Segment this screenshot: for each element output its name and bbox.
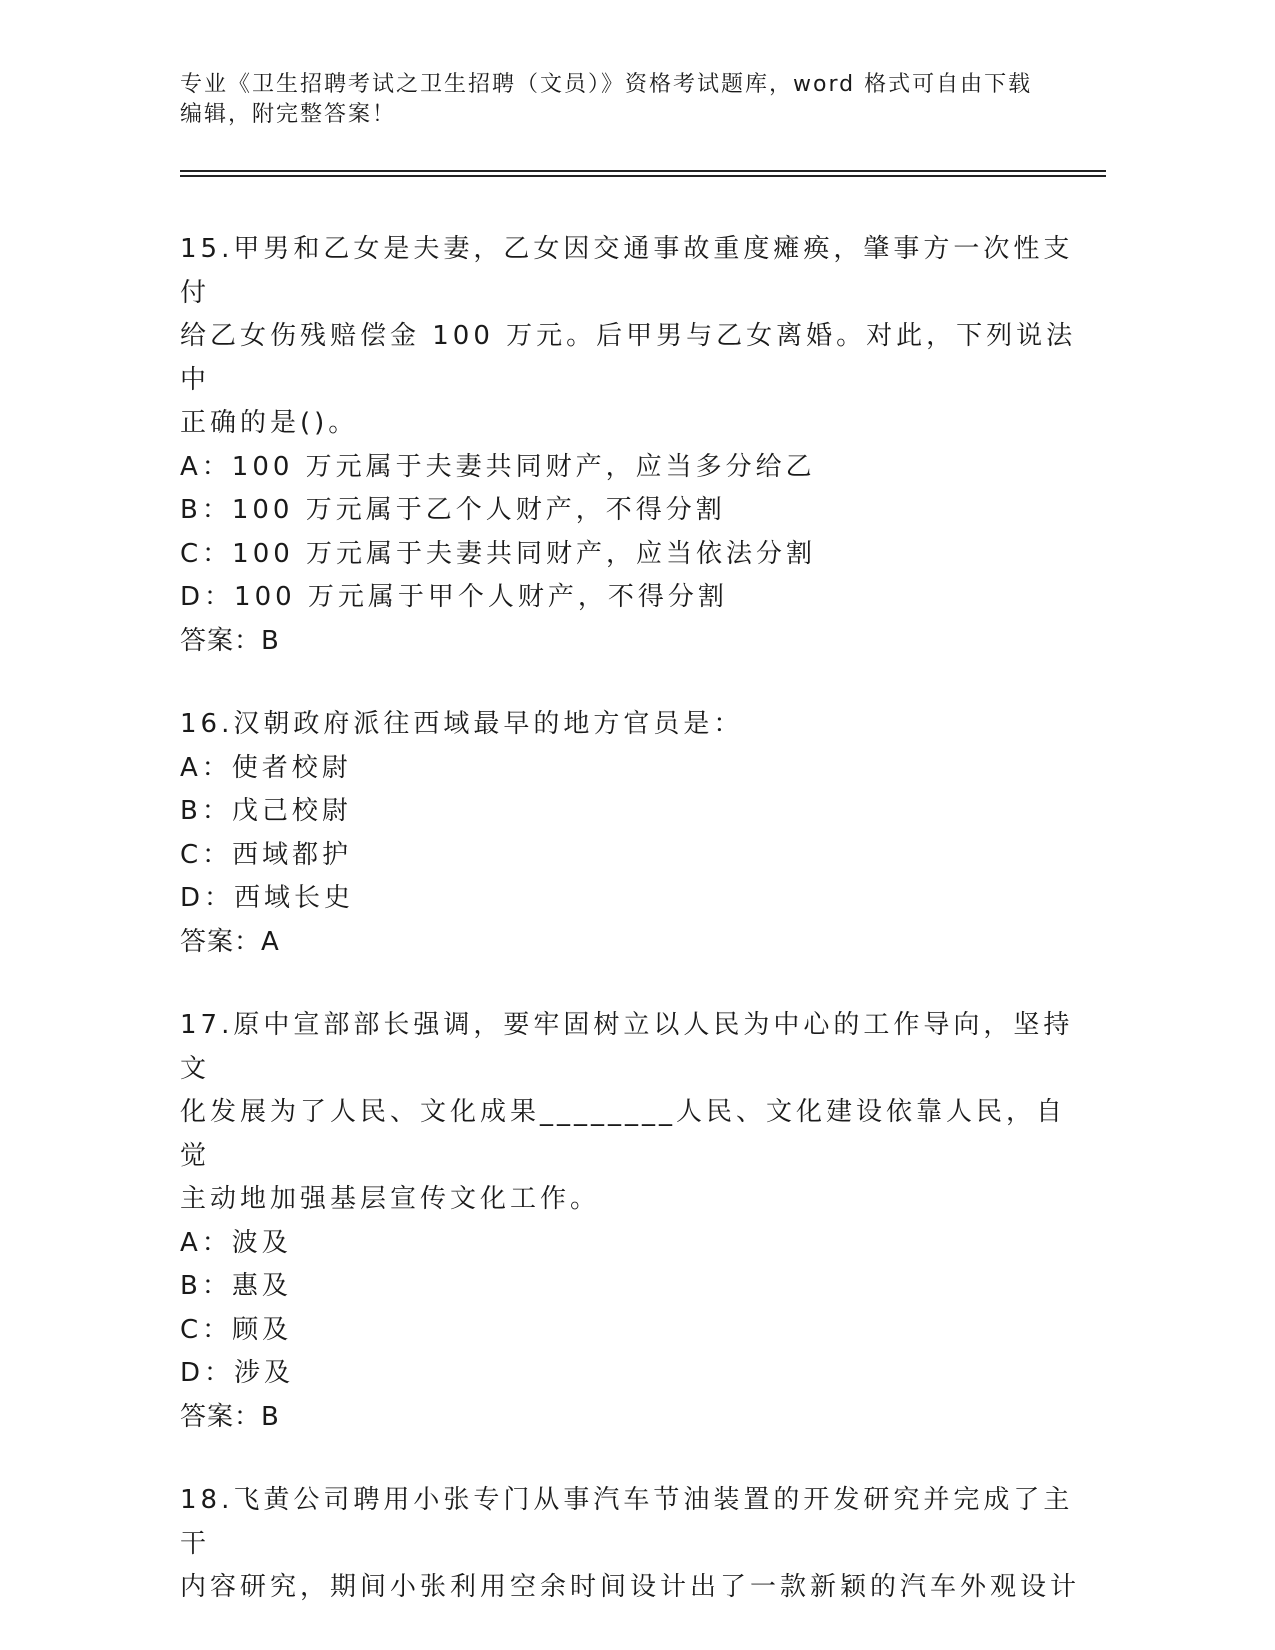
- option-c: C：西域都护: [180, 839, 353, 870]
- answer: 答案：A: [180, 926, 280, 957]
- option-a: A：使者校尉: [180, 752, 352, 783]
- question-list: [180, 228, 1080, 1650]
- question-text-line: 主动地加强基层宣传文化工作。: [180, 1184, 601, 1214]
- option-a: A：波及: [180, 1227, 292, 1258]
- answer: 答案：B: [180, 1401, 280, 1432]
- option-d: D：西域长史: [180, 883, 355, 913]
- document-header: [180, 70, 1080, 130]
- header-divider-bottom: [180, 175, 1106, 177]
- question-15: [180, 228, 1080, 663]
- header-title-line-2: 编辑，附完整答案！: [180, 102, 397, 127]
- question-18: [180, 1479, 1080, 1610]
- option-d: D：涉及: [180, 1358, 295, 1388]
- option-b: B：惠及: [180, 1271, 292, 1301]
- header-title-line-1: 专业《卫生招聘考试之卫生招聘（文员）》资格考试题库，word 格式可自由下载: [180, 72, 1033, 97]
- question-16: [180, 703, 1080, 964]
- question-text-line: 内容研究，期间小张利用空余时间设计出了一款新颖的汽车外观设计: [180, 1572, 1081, 1602]
- question-text-line: 化发展为了人民、文化成果________人民、文化建设依靠人民，自觉: [180, 1097, 1067, 1171]
- question-text-line: 16.汉朝政府派往西域最早的地方官员是：: [180, 709, 744, 739]
- question-text-line: 15.甲男和乙女是夫妻，乙女因交通事故重度瘫痪，肇事方一次性支付: [180, 234, 1074, 308]
- option-a: A：100 万元属于夫妻共同财产，应当多分给乙: [180, 451, 816, 482]
- question-text-line: 正确的是()。: [180, 408, 359, 438]
- question-text-line: 给乙女伤残赔偿金 100 万元。后甲男与乙女离婚。对此，下列说法中: [180, 321, 1077, 395]
- question-text-line: 17.原中宣部部长强调，要牢固树立以人民为中心的工作导向，坚持文: [180, 1010, 1074, 1084]
- header-divider-top: [180, 170, 1106, 172]
- question-text-line: 18.飞黄公司聘用小张专门从事汽车节油装置的开发研究并完成了主干: [180, 1485, 1074, 1559]
- option-c: C：100 万元属于夫妻共同财产，应当依法分割: [180, 538, 817, 569]
- option-b: B：100 万元属于乙个人财产，不得分割: [180, 495, 726, 525]
- question-17: [180, 1004, 1080, 1439]
- option-b: B：戊己校尉: [180, 796, 352, 826]
- option-c: C：顾及: [180, 1314, 293, 1345]
- answer: 答案：B: [180, 625, 280, 656]
- option-d: D：100 万元属于甲个人财产，不得分割: [180, 582, 728, 612]
